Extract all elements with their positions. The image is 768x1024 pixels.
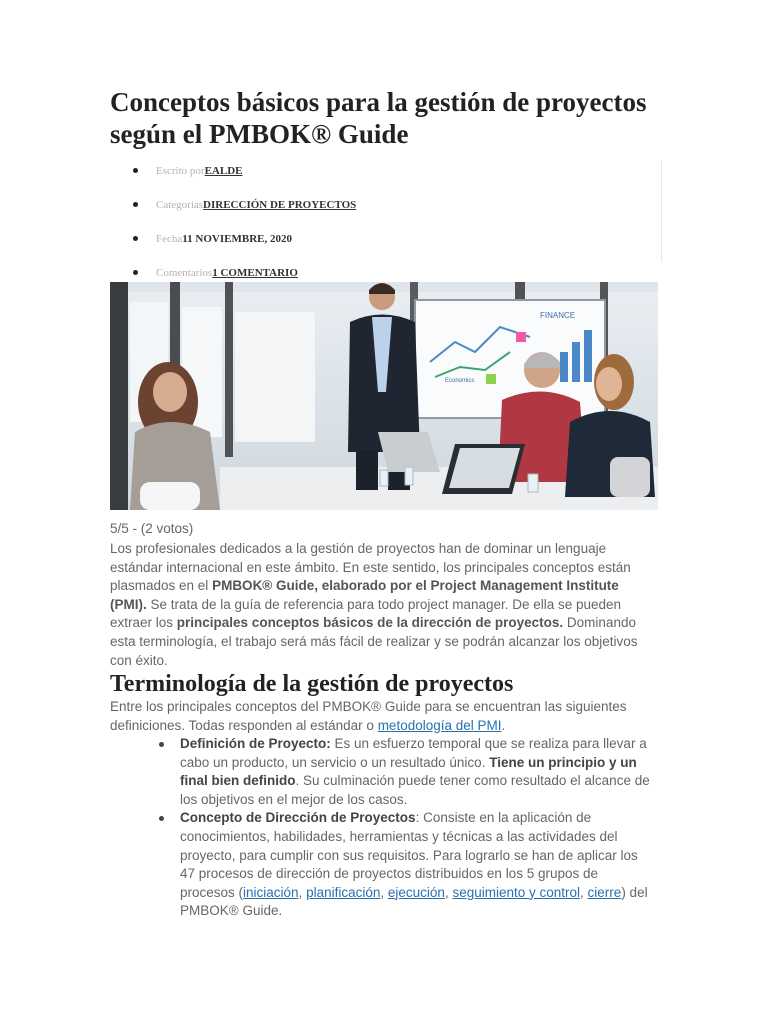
comments-link[interactable]: 1 COMENTARIO (212, 267, 298, 279)
link-ejecucion[interactable]: ejecución (387, 884, 445, 900)
date-value: 11 NOVIEMBRE, 2020 (182, 233, 292, 245)
pmi-methodology-link[interactable]: metodología del PMI (377, 717, 502, 733)
intro-paragraph: Los profesionales dedicados a la gestión de proyectos han de dominar un lenguaje estándar internacional en este ámbito. En este sentido, los principales conceptos están plasmados en el PMBOK® Guide, elaborado por el Project Management Institute (PMI). Se trata de la guía de referencia para todo project manager. De ella se pueden extraer los principales conceptos básicos de la dirección de proyectos. Dominando esta terminología, el trabajo será más fácil de realizar y se podrán alcanzar los objetivos con éxito. (110, 541, 638, 668)
article-meta (110, 160, 662, 296)
meta-comments: Comentarios1 COMENTARIO (110, 262, 662, 296)
board-economics-text: Economics (445, 378, 475, 384)
link-iniciacion[interactable]: iniciación (243, 884, 299, 900)
definitions-list (180, 735, 655, 921)
list-item: Concepto de Dirección de Proyectos: Consiste en la aplicación de conocimientos, habilidades, herramientas y técnicas a las actividades del proyecto, para cumplir con sus requisitos. Para lograrlo se han de aplicar los 47 procesos de dirección de proyectos distribuidos en los 5 grupos de procesos (iniciación, planificación, ejecución, seguimiento y control, cierre) del PMBOK® Guide. (180, 809, 655, 921)
link-planificacion[interactable]: planificación (306, 884, 381, 900)
link-cierre[interactable]: cierre (587, 884, 622, 900)
article-title: Conceptos básicos para la gestión de proyectos según el PMBOK® Guide (110, 87, 647, 149)
hero-image (110, 282, 658, 510)
link-seguimiento-control[interactable]: seguimiento y control (452, 884, 581, 900)
rating: 5/5 - (2 votos) (110, 521, 194, 536)
board-finance-text: FINANCE (540, 311, 576, 320)
section-heading: Terminología de la gestión de proyectos (110, 671, 514, 697)
meta-category: CategoríasDIRECCIÓN DE PROYECTOS (110, 194, 662, 228)
section-intro: Entre los principales conceptos del PMBOK® Guide para se encuentran las siguientes definiciones. Todas responden al estándar o metodología del PMI. (110, 699, 627, 733)
meta-date: Fecha11 NOVIEMBRE, 2020 (110, 228, 662, 262)
author-link[interactable]: EALDE (204, 165, 243, 177)
category-link[interactable]: DIRECCIÓN DE PROYECTOS (203, 199, 357, 211)
meta-author: Escrito porEALDE (110, 160, 662, 194)
list-item: Definición de Proyecto: Es un esfuerzo temporal que se realiza para llevar a cabo un producto, un servicio o un resultado único. Tiene un principio y un final bien definido. Su culminación puede tener como resultado el alcance de los objetivos en el mejor de los casos. (180, 735, 655, 809)
